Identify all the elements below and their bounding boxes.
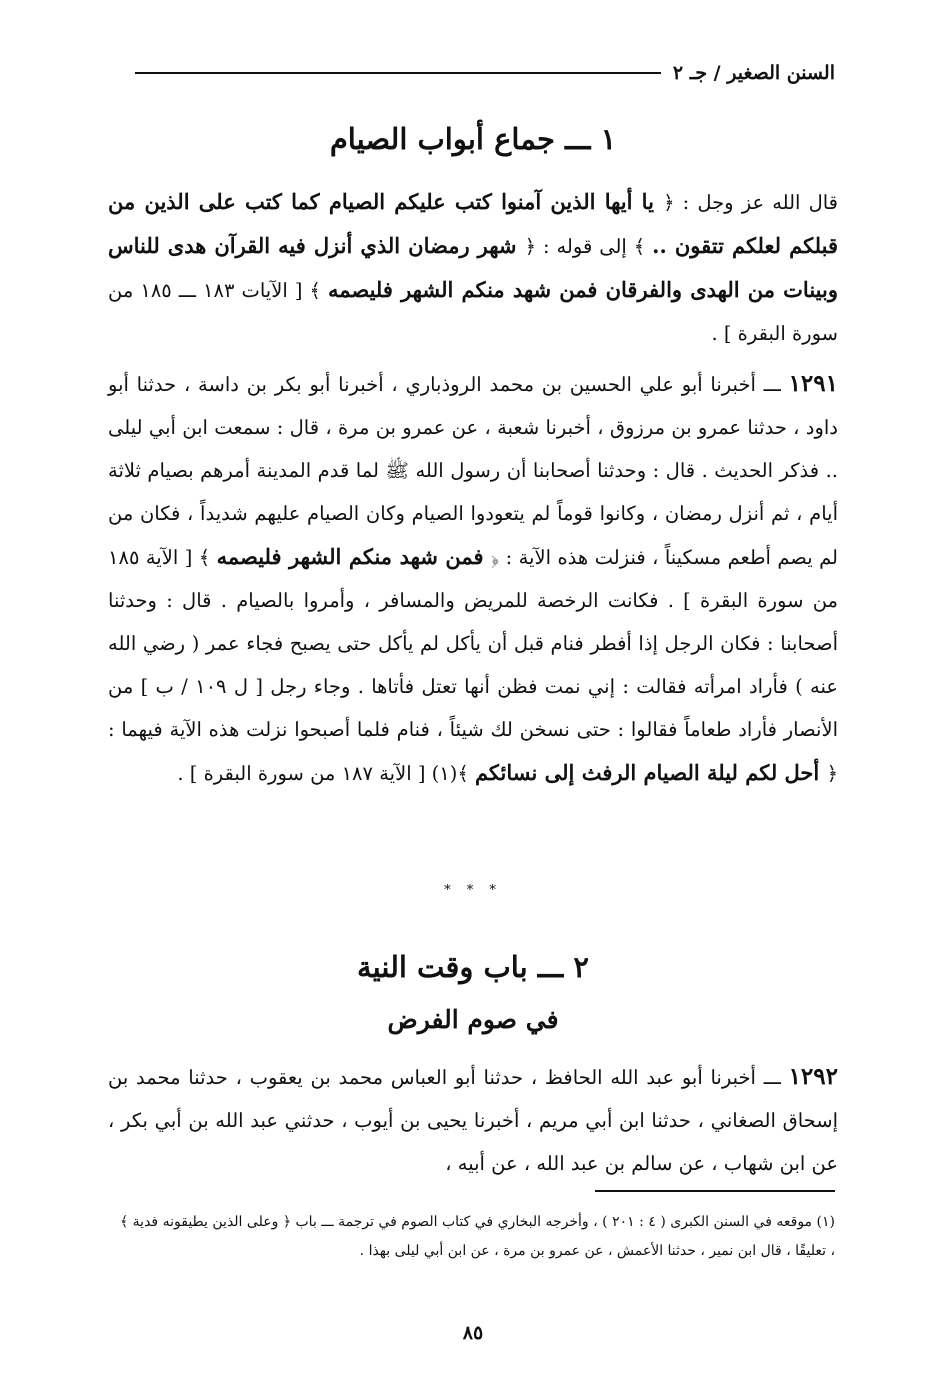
footnote-1: (١) موقعه في السنن الكبرى ( ٤ : ٢٠١ ) ، وأخرجه البخاري في كتاب الصوم في ترجمة ـــ باب ﴿ وعلى الذين يطيقونه فدية ﴾ ، تعليقًا ، قال ابن نمير ، حدثنا الأعمش ، عن عمرو بن مرة ، عن ابن أبي ليلى بهذا . [120, 1214, 835, 1259]
intro-ref: ﴾ [ الآيات ١٨٣ ـــ ١٨٥ من سورة البقرة ] . [108, 279, 838, 345]
header-rule [135, 72, 661, 74]
hadith-paragraph [108, 1055, 838, 1185]
hadith-1292 [108, 1055, 838, 1185]
hadith-number: ١٢٩٢ [788, 1063, 838, 1090]
intro-paragraph [108, 180, 838, 355]
hadith-text-a: ـــ أخبرنا أبو علي الحسين بن محمد الروذباري ، أخبرنا أبو بكر بن داسة ، حدثنا أبو داود ، حدثنا عمرو بن مرزوق ، أخبرنا شعبة ، عن عمرو بن مرة ، قال : سمعت ابن أبي ليلى .. فذكر الحديث . قال : وحدثنا أصحابنا أن رسول الله ﷺ لما قدم المدينة أمرهم بصيام ثلاثة أيام ، ثم أنزل رمضان ، وكانوا قوماً لم يتعودوا الصيام وكان الصيام عليهم شديداً ، فكان من لم يصم أطعم مسكيناً ، فنزلت هذه الآية : ﴿ [108, 373, 838, 569]
quran-verse-3: فمن شهد منكم الشهر فليصمه [216, 544, 492, 569]
footnote-rule [595, 1190, 835, 1192]
quran-verse-4: أحل لكم ليلة الصيام الرفث إلى نسائكم [474, 760, 827, 785]
hadith-1291 [108, 362, 838, 795]
hadith-text: ـــ أخبرنا أبو عبد الله الحافظ ، حدثنا أبو العباس محمد بن يعقوب ، حدثنا محمد بن إسحاق الصغاني ، حدثنا ابن أبي مريم ، أخبرنا يحيى بن أيوب ، حدثني عبد الله بن أبي بكر ، عن ابن شهاب ، عن سالم بن عبد الله ، عن أبيه ، [108, 1066, 838, 1175]
quran-verse-2: شهر رمضان الذي أنزل فيه القرآن هدى للناس وبينات من الهدى والفرقان فمن شهد منكم الشهر فليصمه [108, 233, 838, 302]
section-divider: * * * [444, 883, 502, 898]
footnotes [120, 1208, 835, 1266]
header-title: السنن الصغير / جـ ٢ [672, 62, 835, 84]
section-2-subtitle: في صوم الفرض [387, 1005, 559, 1034]
running-header [135, 58, 835, 88]
page-number: ٨٥ [462, 1322, 484, 1344]
quran-verse-1: يا أيها الذين آمنوا كتب عليكم الصيام كما كتب على الذين من قبلكم لعلكم تتقون .. [108, 189, 838, 258]
hadith-text-c: ﴾(١) [ الآية ١٨٧ من سورة البقرة ] . [177, 762, 475, 785]
section-1-title: ١ ـــ جماع أبواب الصيام [329, 122, 617, 156]
intro-mid: ﴾ إلى قوله : ﴿ [524, 235, 653, 258]
section-2-title: ٢ ـــ باب وقت النية [357, 950, 589, 984]
intro-lead: قال الله عز وجل : ﴿ [663, 191, 838, 214]
hadith-paragraph [108, 362, 838, 795]
hadith-number: ١٢٩١ [788, 370, 838, 397]
hadith-text-b: ﴾ [ الآية ١٨٥ من سورة البقرة ] . فكانت الرخصة للمريض والمسافر ، وأمروا بالصيام . قال : وحدثنا أصحابنا : فكان الرجل إذا أفطر فنام قبل أن يأكل لم يأكل حتى يصبح فجاء عمر ( رضي الله عنه ) فأراد امرأته فقالت : إني نمت فظن أنها تعتل فأتاها . وجاء رجل [ ل ١٠٩ / ب ] من الأنصار فأراد طعاماً فقالوا : حتى نسخن لك شيئاً ، فنام فلما أصبحوا نزلت هذه الآية فيهما : ﴿ [108, 546, 838, 785]
section-1-intro [108, 180, 838, 355]
